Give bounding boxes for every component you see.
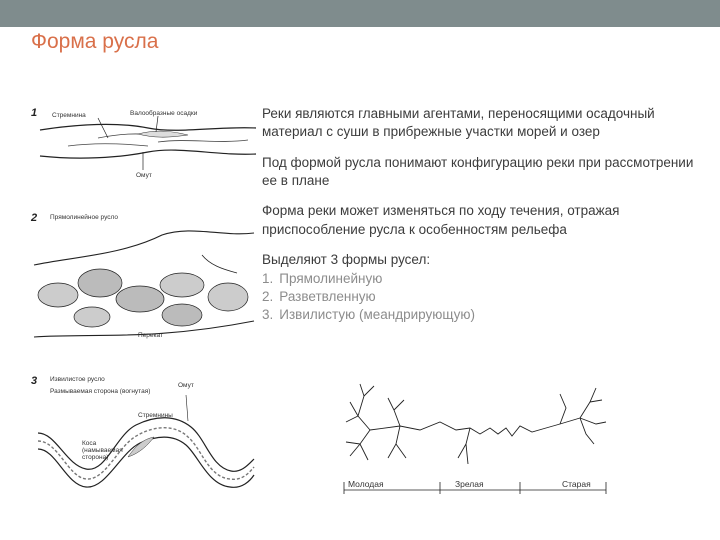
stage-mature-label: Зрелая bbox=[455, 479, 484, 489]
form-item-label: Разветвленную bbox=[279, 288, 376, 304]
figure-1-label: Омут bbox=[136, 172, 152, 179]
figure-3-label: Омут bbox=[178, 382, 194, 389]
form-item-number: 2. bbox=[262, 288, 274, 304]
figure-2-label: Перекат bbox=[138, 332, 163, 339]
definition-before: Под bbox=[262, 154, 291, 170]
form-item bbox=[262, 288, 702, 306]
paragraph-rivers: Реки являются главными агентами, переносящими осадочный материал с суши в прибрежные участки морей и озер bbox=[262, 106, 655, 140]
river-profile-diagram bbox=[340, 372, 610, 494]
slide-title: Форма русла bbox=[31, 30, 159, 53]
figure-3-label: Стремнины bbox=[138, 412, 173, 419]
figure-3-number: 3 bbox=[31, 375, 38, 387]
form-item bbox=[262, 306, 702, 324]
forms-intro: Выделяют 3 формы русел: bbox=[262, 252, 431, 268]
figure-3-label: Коса (намываемая сторона) bbox=[82, 440, 123, 462]
figure-3-label: Извилистое русло bbox=[50, 376, 105, 383]
forms-list bbox=[262, 270, 702, 325]
definition-term: формой русла bbox=[290, 154, 381, 170]
figure-1-number: 1 bbox=[31, 107, 38, 119]
definition-after: понимают конфигурацию реки при рассмотрении ее в плане bbox=[262, 154, 694, 189]
slide-content bbox=[262, 105, 702, 325]
figure-2-number: 2 bbox=[31, 212, 38, 224]
form-item-number: 1. bbox=[262, 270, 274, 286]
form-item-label: Прямолинейную bbox=[279, 270, 383, 286]
paragraph-form-change: Форма реки может изменяться по ходу течения, отражая приспособление русла к особенностям рельефа bbox=[262, 203, 620, 237]
figure-1-label: Валообразные осадки bbox=[130, 110, 198, 117]
stage-old-label: Старая bbox=[562, 479, 591, 489]
figure-1-label: Стремнина bbox=[52, 112, 86, 119]
figure-2-label: Прямолинейное русло bbox=[50, 214, 119, 221]
form-item-label: Извилистую (меандрирующую) bbox=[279, 307, 476, 323]
form-item-number: 3. bbox=[262, 307, 274, 323]
form-item bbox=[262, 270, 702, 288]
stage-young-label: Молодая bbox=[348, 479, 384, 489]
figure-3-meandering-channel bbox=[36, 395, 256, 497]
top-bar bbox=[0, 0, 720, 27]
paragraph-definition bbox=[262, 154, 702, 191]
figure-3-label: Размываемая сторона (вогнутая) bbox=[50, 388, 151, 395]
